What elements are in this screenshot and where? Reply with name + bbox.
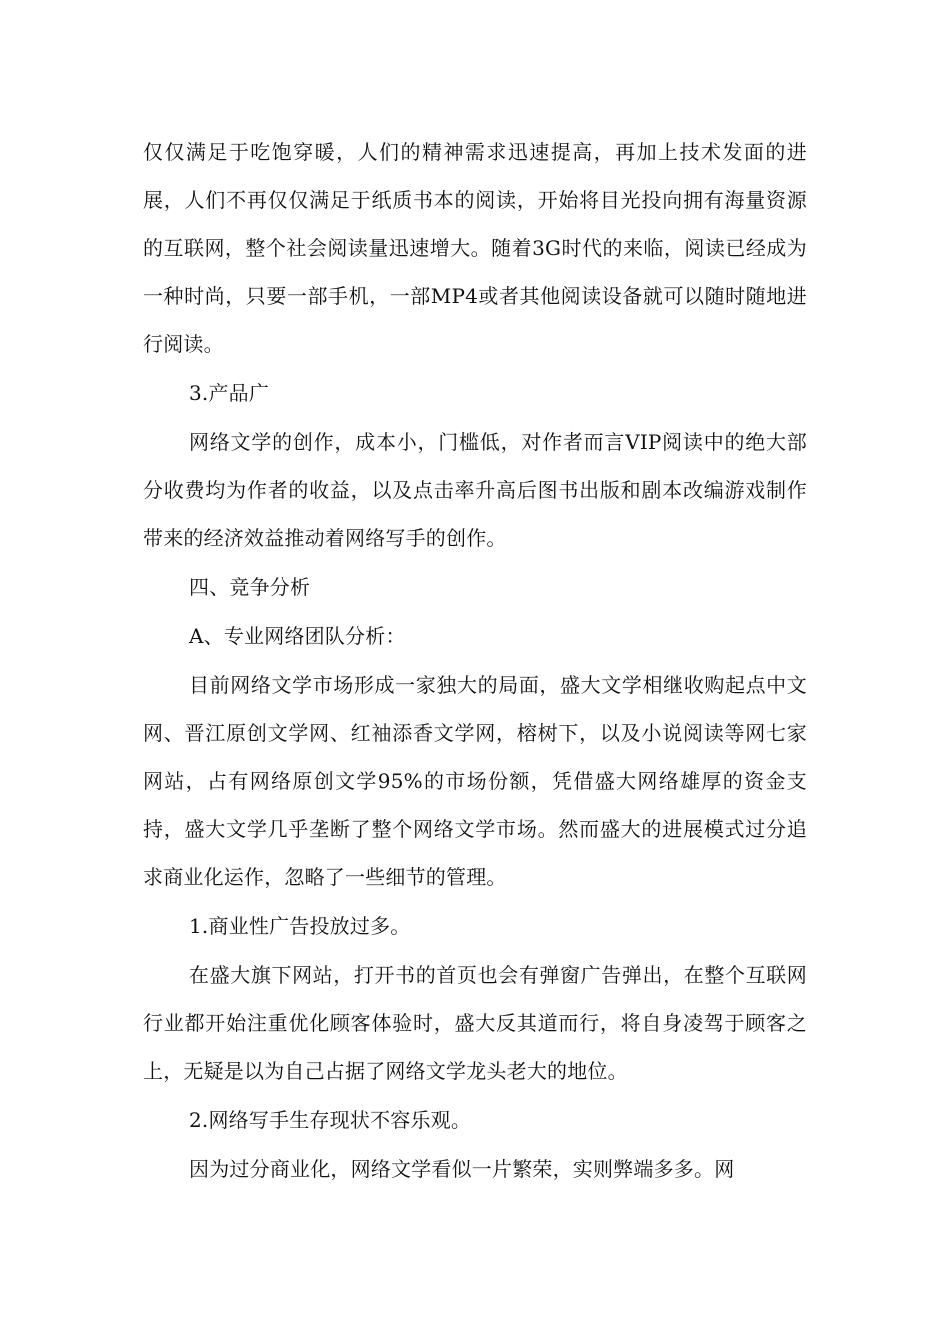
heading-product-wide: 3.产品广 [189,381,270,405]
paragraph-creation: 网络文学的创作，成本小，门槛低，对作者而言VIP阅读中的绝大部分收费均为作者的收益，以及点击率升高后图书出版和剧本改编游戏制作带来的经济效益推动着网络写手的创作。 [143,430,807,550]
document-body [143,128,807,1194]
heading-too-many-ads: 1.商业性广告投放过多。 [189,914,411,938]
paragraph-intro-continued: 仅仅满足于吃饱穿暖，人们的精神需求迅速提高，再加上技术发面的进展，人们不再仅仅满足于纸质书本的阅读，开始将目光投向拥有海量资源的互联网，整个社会阅读量迅速增大。随着3G时代的来临，阅读已经成为一种时尚，只要一部手机，一部MP4或者其他阅读设备就可以随时随地进行阅读。 [143,140,807,356]
paragraph-commercialization: 因为过分商业化，网络文学看似一片繁荣，实则弊端多多。网 [189,1157,735,1181]
paragraph-market-situation: 目前网络文学市场形成一家独大的局面，盛大文学相继收购起点中文网、晋江原创文学网、红袖添香文学网，榕树下，以及小说阅读等网七家网站，占有网络原创文学95%的市场份额，凭借盛大网络雄厚的资金支持，盛大文学几乎垄断了整个网络文学市场。然而盛大的进展模式过分追求商业化运作，忽略了一些细节的管理。 [143,673,807,889]
paragraph-popup-ads: 在盛大旗下网站，打开书的首页也会有弹窗广告弹出，在整个互联网行业都开始注重优化顾客体验时，盛大反其道而行，将自身凌驾于顾客之上，无疑是以为自己占据了网络文学龙头老大的地位。 [143,963,807,1083]
heading-professional-team-analysis: A、专业网络团队分析： [189,624,406,648]
heading-competition-analysis: 四、竞争分析 [189,575,311,599]
heading-writer-situation: 2.网络写手生存现状不容乐观。 [189,1108,472,1132]
